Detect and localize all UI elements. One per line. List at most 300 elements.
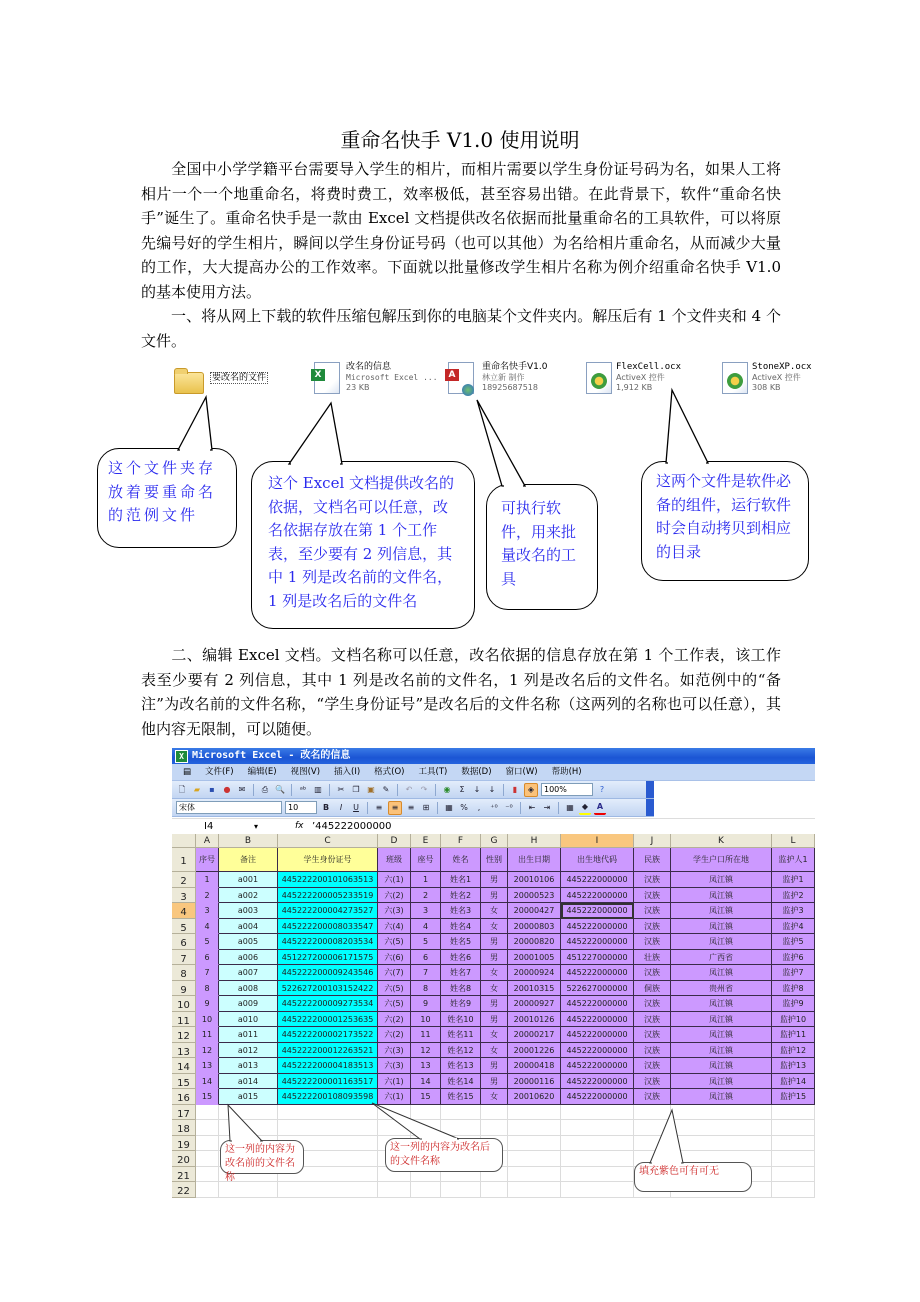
row-header-18[interactable]: 18 [172, 1120, 196, 1136]
row-header-16[interactable]: 16 [172, 1089, 196, 1105]
data-cell[interactable]: 监护6 [772, 950, 815, 966]
header-cell[interactable]: 班级 [378, 848, 411, 872]
data-cell[interactable]: 20000427 [508, 903, 561, 919]
open-icon[interactable]: ▰ [193, 784, 201, 794]
row-header-4[interactable]: 4 [172, 903, 196, 919]
bold-button[interactable]: B [322, 802, 330, 812]
note-before-name: 这一列的内容为改名前的文件名称 [220, 1140, 304, 1174]
data-cell[interactable]: 20010620 [508, 1089, 561, 1105]
data-cell[interactable]: 14 [196, 1074, 219, 1090]
data-cell[interactable]: 姓名7 [441, 965, 481, 981]
data-cell[interactable]: 监护11 [772, 1027, 815, 1043]
comma-icon[interactable]: , [477, 802, 481, 812]
print-icon[interactable]: ⎙ [261, 784, 269, 794]
data-cell[interactable]: 监护10 [772, 1012, 815, 1028]
data-cell[interactable]: 凤江镇 [671, 872, 772, 888]
row-header-17[interactable]: 17 [172, 1105, 196, 1121]
data-cell[interactable]: 汉族 [634, 872, 671, 888]
data-cell[interactable]: 445222000000 [561, 934, 634, 950]
data-cell[interactable]: 六(4) [378, 919, 411, 935]
file-type: Microsoft Excel ... [346, 373, 438, 382]
row-header-12[interactable]: 12 [172, 1027, 196, 1043]
data-cell[interactable]: 女 [481, 1089, 508, 1105]
font-name-select[interactable]: 宋体 [176, 801, 282, 814]
font-size-select[interactable]: 10 [285, 801, 317, 814]
data-cell[interactable]: 522627000000 [561, 981, 634, 997]
menu-doc-icon[interactable]: ▤ [183, 767, 192, 777]
data-cell[interactable]: 姓名9 [441, 996, 481, 1012]
data-cell[interactable]: 男 [481, 950, 508, 966]
save-icon[interactable]: ▪ [209, 784, 215, 794]
data-cell[interactable]: 壮族 [634, 950, 671, 966]
data-cell[interactable]: 445222200008033547 [278, 919, 378, 935]
data-cell[interactable]: a009 [219, 996, 278, 1012]
data-cell[interactable]: 7 [411, 965, 441, 981]
data-cell[interactable]: 20000116 [508, 1074, 561, 1090]
data-cell[interactable]: 1 [196, 872, 219, 888]
research-icon[interactable]: ▥ [314, 784, 322, 794]
data-cell[interactable]: 汉族 [634, 888, 671, 904]
data-cell[interactable]: 20000418 [508, 1058, 561, 1074]
borders-icon[interactable]: ▦ [566, 802, 574, 812]
data-cell[interactable]: 445222000000 [561, 1043, 634, 1059]
data-cell[interactable]: 12 [411, 1043, 441, 1059]
data-cell[interactable]: a002 [219, 888, 278, 904]
data-cell[interactable]: 姓名4 [441, 919, 481, 935]
menu-insert[interactable]: 插入(I) [334, 767, 361, 777]
data-cell[interactable]: 男 [481, 1012, 508, 1028]
data-cell[interactable]: 445222200012263521 [278, 1043, 378, 1059]
header-cell[interactable]: 姓名 [441, 848, 481, 872]
row-header-5[interactable]: 5 [172, 919, 196, 935]
doc-title: 重命名快手 V1.0 使用说明 [340, 128, 580, 152]
data-cell[interactable]: 20000927 [508, 996, 561, 1012]
column-header-i[interactable]: I [561, 834, 634, 848]
drawing-icon[interactable]: ◈ [524, 783, 538, 797]
column-header-c[interactable]: C [278, 834, 378, 848]
undo-icon[interactable]: ↶ [405, 784, 413, 794]
name-box[interactable]: I4 [204, 821, 214, 832]
data-cell[interactable]: 汉族 [634, 965, 671, 981]
data-cell[interactable]: a010 [219, 1012, 278, 1028]
data-cell[interactable]: 男 [481, 1058, 508, 1074]
header-cell[interactable]: 出生地代码 [561, 848, 634, 872]
data-cell[interactable]: 4 [196, 919, 219, 935]
data-cell[interactable]: 姓名12 [441, 1043, 481, 1059]
data-cell[interactable]: 6 [196, 950, 219, 966]
menu-view[interactable]: 视图(V) [290, 767, 321, 777]
zoom-select[interactable]: 100% [541, 783, 593, 796]
formula-input[interactable]: ’445222000000 [312, 821, 392, 832]
data-cell[interactable]: 姓名6 [441, 950, 481, 966]
row-header-15[interactable]: 15 [172, 1074, 196, 1090]
data-cell[interactable]: 六(6) [378, 950, 411, 966]
data-cell[interactable]: 20010126 [508, 1012, 561, 1028]
data-cell[interactable]: 广西省 [671, 950, 772, 966]
fill-color-icon[interactable]: ◆ [579, 801, 591, 815]
header-cell[interactable]: 监护人1 [772, 848, 815, 872]
fx-icon[interactable]: fx [295, 821, 304, 831]
increase-indent-icon[interactable]: ⇥ [543, 802, 551, 812]
data-cell[interactable]: 凤江镇 [671, 1074, 772, 1090]
column-header-a[interactable]: A [196, 834, 219, 848]
data-cell[interactable]: 姓名11 [441, 1027, 481, 1043]
data-cell[interactable]: 20000523 [508, 888, 561, 904]
menu-file[interactable]: 文件(F) [205, 767, 234, 777]
data-cell[interactable]: 7 [196, 965, 219, 981]
data-cell[interactable]: 1 [411, 872, 441, 888]
data-cell[interactable]: 男 [481, 888, 508, 904]
data-cell[interactable]: a008 [219, 981, 278, 997]
data-cell[interactable]: 侗族 [634, 981, 671, 997]
data-cell[interactable]: 监护12 [772, 1043, 815, 1059]
redo-icon[interactable]: ↷ [420, 784, 428, 794]
row-header-14[interactable]: 14 [172, 1058, 196, 1074]
data-cell[interactable]: 2 [411, 888, 441, 904]
data-cell[interactable]: 姓名2 [441, 888, 481, 904]
data-cell[interactable]: 9 [196, 996, 219, 1012]
data-cell[interactable]: 六(5) [378, 934, 411, 950]
column-header-g[interactable]: G [481, 834, 508, 848]
format-painter-icon[interactable]: ✎ [382, 784, 390, 794]
data-cell[interactable]: 6 [411, 950, 441, 966]
data-cell[interactable]: 445222200005233519 [278, 888, 378, 904]
menu-edit[interactable]: 编辑(E) [247, 767, 277, 777]
data-cell[interactable]: a015 [219, 1089, 278, 1105]
data-cell[interactable]: a014 [219, 1074, 278, 1090]
data-cell[interactable]: 445222200009243546 [278, 965, 378, 981]
data-cell[interactable]: 11 [411, 1027, 441, 1043]
header-cell[interactable]: 学生身份证号 [278, 848, 378, 872]
data-cell[interactable]: a006 [219, 950, 278, 966]
data-cell[interactable]: 汉族 [634, 934, 671, 950]
step2-paragraph [141, 643, 781, 741]
cut-icon[interactable]: ✂ [337, 784, 345, 794]
row-header-9[interactable]: 9 [172, 981, 196, 997]
data-cell[interactable]: 监护1 [772, 872, 815, 888]
data-cell[interactable]: 凤江镇 [671, 996, 772, 1012]
row-header-8[interactable]: 8 [172, 965, 196, 981]
data-cell[interactable]: 姓名3 [441, 903, 481, 919]
file-size: 1,912 KB [616, 383, 653, 392]
decrease-decimal-icon[interactable]: ⁻⁰ [505, 802, 513, 812]
data-cell[interactable]: 汉族 [634, 1027, 671, 1043]
data-cell[interactable]: 男 [481, 934, 508, 950]
help-icon[interactable]: ? [599, 784, 605, 794]
row-header-10[interactable]: 10 [172, 996, 196, 1012]
data-cell[interactable]: 20001226 [508, 1043, 561, 1059]
row-header-20[interactable]: 20 [172, 1151, 196, 1167]
header-cell[interactable]: 座号 [411, 848, 441, 872]
data-cell[interactable]: 凤江镇 [671, 1089, 772, 1105]
data-cell[interactable]: 2 [196, 888, 219, 904]
align-right-icon[interactable]: ≡ [407, 802, 415, 812]
data-cell[interactable]: 男 [481, 872, 508, 888]
data-cell[interactable]: 六(1) [378, 872, 411, 888]
data-cell[interactable]: 5 [411, 934, 441, 950]
data-cell[interactable]: a013 [219, 1058, 278, 1074]
file-size: 308 KB [752, 383, 781, 392]
data-cell[interactable]: 六(2) [378, 1012, 411, 1028]
data-cell[interactable]: 445222000000 [561, 1027, 634, 1043]
paste-icon[interactable]: ▣ [367, 784, 375, 794]
data-cell[interactable]: 监护2 [772, 888, 815, 904]
menu-window[interactable]: 窗口(W) [505, 767, 538, 777]
data-cell[interactable]: 姓名5 [441, 934, 481, 950]
data-cell[interactable]: 12 [196, 1043, 219, 1059]
data-cell[interactable]: 445222000000 [561, 872, 634, 888]
data-cell[interactable]: 凤江镇 [671, 965, 772, 981]
data-cell[interactable]: 445222000000 [561, 1012, 634, 1028]
data-cell[interactable]: 女 [481, 981, 508, 997]
data-cell[interactable]: 20000803 [508, 919, 561, 935]
column-header-d[interactable]: D [378, 834, 411, 848]
data-cell[interactable]: 六(5) [378, 996, 411, 1012]
data-cell[interactable]: 5 [196, 934, 219, 950]
data-cell[interactable]: 监护8 [772, 981, 815, 997]
data-cell[interactable]: 六(7) [378, 965, 411, 981]
data-cell[interactable]: 六(5) [378, 981, 411, 997]
italic-button[interactable]: I [339, 802, 343, 812]
data-cell[interactable]: 445222200108093598 [278, 1089, 378, 1105]
data-cell[interactable]: 监护3 [772, 903, 815, 919]
data-cell[interactable]: 20010106 [508, 872, 561, 888]
data-cell[interactable]: 11 [196, 1027, 219, 1043]
sort-asc-icon[interactable]: ↓ [473, 784, 481, 794]
data-cell[interactable]: 445222200001163517 [278, 1074, 378, 1090]
data-cell[interactable]: 姓名1 [441, 872, 481, 888]
data-cell[interactable]: 445222000000 [561, 1074, 634, 1090]
active-cell[interactable]: 445222000000 [561, 903, 634, 919]
data-cell[interactable]: 凤江镇 [671, 1027, 772, 1043]
data-cell[interactable]: 8 [411, 981, 441, 997]
data-cell[interactable]: 445222000000 [561, 888, 634, 904]
data-cell[interactable]: 六(1) [378, 1089, 411, 1105]
email-icon[interactable]: ✉ [238, 784, 246, 794]
percent-icon[interactable]: % [460, 802, 468, 812]
column-header-b[interactable]: B [219, 834, 278, 848]
underline-button[interactable]: U [353, 802, 359, 812]
data-cell[interactable]: 4 [411, 919, 441, 935]
data-cell[interactable]: 女 [481, 965, 508, 981]
data-cell[interactable]: 监护13 [772, 1058, 815, 1074]
file-name: FlexCell.ocx [616, 362, 682, 372]
data-cell[interactable]: 9 [411, 996, 441, 1012]
data-cell[interactable]: 凤江镇 [671, 934, 772, 950]
data-cell[interactable]: 凤江镇 [671, 919, 772, 935]
header-cell[interactable]: 备注 [219, 848, 278, 872]
data-cell[interactable]: 汉族 [634, 1012, 671, 1028]
data-cell[interactable]: 445222200001253635 [278, 1012, 378, 1028]
data-cell[interactable]: 445222000000 [561, 1089, 634, 1105]
data-cell[interactable]: a001 [219, 872, 278, 888]
data-cell[interactable]: 汉族 [634, 996, 671, 1012]
data-cell[interactable]: 15 [411, 1089, 441, 1105]
header-cell[interactable]: 学生户口所在地 [671, 848, 772, 872]
data-cell[interactable]: 汉族 [634, 903, 671, 919]
data-cell[interactable]: 女 [481, 903, 508, 919]
data-cell[interactable]: 凤江镇 [671, 888, 772, 904]
file-type: ActiveX 控件 [752, 373, 801, 382]
data-cell[interactable]: 445222000000 [561, 1058, 634, 1074]
data-cell[interactable]: 汉族 [634, 1089, 671, 1105]
data-cell[interactable]: 监护4 [772, 919, 815, 935]
copy-icon[interactable]: ❐ [352, 784, 360, 794]
menu-data[interactable]: 数据(D) [461, 767, 492, 777]
data-cell[interactable]: 六(1) [378, 1074, 411, 1090]
data-cell[interactable]: 13 [196, 1058, 219, 1074]
hyperlink-icon[interactable]: ◉ [443, 784, 451, 794]
data-cell[interactable]: a003 [219, 903, 278, 919]
spelling-icon[interactable]: ᵃᵇ [299, 784, 307, 794]
column-header-h[interactable]: H [508, 834, 561, 848]
data-cell[interactable]: 445222000000 [561, 965, 634, 981]
file-name: 要改名的文件 [212, 373, 267, 383]
column-header-k[interactable]: K [671, 834, 772, 848]
header-cell[interactable]: 序号 [196, 848, 219, 872]
data-cell[interactable]: a004 [219, 919, 278, 935]
data-cell[interactable]: a012 [219, 1043, 278, 1059]
data-cell[interactable]: 20000217 [508, 1027, 561, 1043]
data-cell[interactable]: 六(3) [378, 1043, 411, 1059]
data-cell[interactable]: 451227000000 [561, 950, 634, 966]
data-cell[interactable]: 六(3) [378, 1058, 411, 1074]
row-header-19[interactable]: 19 [172, 1136, 196, 1152]
header-cell[interactable]: 出生日期 [508, 848, 561, 872]
data-cell[interactable]: 姓名10 [441, 1012, 481, 1028]
data-cell[interactable]: 15 [196, 1089, 219, 1105]
callout-app: 可执行软件，用来批量改名的工具 [486, 484, 598, 610]
data-cell[interactable]: 20000820 [508, 934, 561, 950]
data-cell[interactable]: 监护14 [772, 1074, 815, 1090]
autosum-icon[interactable]: Σ [459, 784, 465, 794]
header-cell[interactable]: 民族 [634, 848, 671, 872]
data-cell[interactable]: 3 [411, 903, 441, 919]
print-preview-icon[interactable]: 🔍 [275, 784, 285, 794]
data-cell[interactable]: 凤江镇 [671, 1012, 772, 1028]
data-cell[interactable]: 女 [481, 919, 508, 935]
increase-decimal-icon[interactable]: ⁺⁰ [490, 802, 498, 812]
callout-excel: 这个 Excel 文档提供改名的依据，文档名可以任意，改名依据存放在第 1 个工作表，至少要有 2 列信息，其中 1 列是改名前的文件名，1 列是改名后的文件名 [251, 461, 475, 629]
data-cell[interactable]: a007 [219, 965, 278, 981]
row-header-6[interactable]: 6 [172, 934, 196, 950]
data-cell[interactable]: 六(3) [378, 903, 411, 919]
callout-components: 这两个文件是软件必备的组件，运行软件时会自动拷贝到相应的目录 [641, 461, 809, 581]
data-cell[interactable]: 凤江镇 [671, 1058, 772, 1074]
data-cell[interactable]: 汉族 [634, 1074, 671, 1090]
file-name: 改名的信息 [346, 362, 392, 372]
data-cell[interactable]: 监护5 [772, 934, 815, 950]
intro-text: 全国中小学学籍平台需要导入学生的相片，而相片需要以学生身份证号码为名，如果人工将相片一个一个地重命名，将费时费工，效率极低，甚至容易出错。在此背景下，软件“重命名快手”诞生了。重命名快手是一款由 Excel 文档提供改名依据而批量重命名的工具软件，可以将原先编号好的学生相片，瞬间以学生身份证号码（也可以其他）为名给相片重命名，从而减少大量的工作，大大提高办公的工作效率。下面就以批量修改学生相片名称为例介绍重命名快手 V1.0 的基本使用方法。 [141, 160, 781, 301]
data-cell[interactable]: 10 [196, 1012, 219, 1028]
data-cell[interactable]: 凤江镇 [671, 1043, 772, 1059]
font-color-icon[interactable]: A [594, 801, 606, 815]
column-header-l[interactable]: L [772, 834, 815, 848]
data-cell[interactable]: 男 [481, 996, 508, 1012]
data-cell[interactable]: 姓名14 [441, 1074, 481, 1090]
data-cell[interactable]: a011 [219, 1027, 278, 1043]
data-cell[interactable]: 监护7 [772, 965, 815, 981]
column-header-e[interactable]: E [411, 834, 441, 848]
menu-help[interactable]: 帮助(H) [551, 767, 582, 777]
data-cell[interactable]: 20000924 [508, 965, 561, 981]
data-cell[interactable]: 445222200008203534 [278, 934, 378, 950]
data-cell[interactable]: 14 [411, 1074, 441, 1090]
data-cell[interactable]: 女 [481, 1043, 508, 1059]
row-header-3[interactable]: 3 [172, 888, 196, 904]
data-cell[interactable]: 13 [411, 1058, 441, 1074]
data-cell[interactable]: 汉族 [634, 919, 671, 935]
row-header-22[interactable]: 22 [172, 1182, 196, 1198]
new-icon[interactable]: 🗋 [178, 784, 186, 794]
data-cell[interactable]: 姓名8 [441, 981, 481, 997]
data-cell[interactable]: 8 [196, 981, 219, 997]
data-cell[interactable]: 522627200103152422 [278, 981, 378, 997]
data-cell[interactable]: 凤江镇 [671, 903, 772, 919]
data-cell[interactable]: 20010315 [508, 981, 561, 997]
align-left-icon[interactable]: ≡ [375, 802, 383, 812]
data-cell[interactable]: 汉族 [634, 1043, 671, 1059]
permission-icon[interactable]: ● [223, 784, 231, 794]
data-cell[interactable]: a005 [219, 934, 278, 950]
data-cell[interactable]: 445222200004273527 [278, 903, 378, 919]
merge-center-icon[interactable]: ⊞ [422, 802, 430, 812]
data-cell[interactable]: 3 [196, 903, 219, 919]
align-center-icon[interactable]: ≡ [388, 801, 402, 815]
menu-format[interactable]: 格式(O) [374, 767, 405, 777]
data-cell[interactable]: 监护9 [772, 996, 815, 1012]
sort-desc-icon[interactable]: ↓ [488, 784, 496, 794]
data-cell[interactable]: 445222000000 [561, 996, 634, 1012]
name-box-dropdown-icon[interactable]: ▾ [254, 822, 259, 831]
data-cell[interactable]: 445222200101063513 [278, 872, 378, 888]
data-cell[interactable]: 445222200004183513 [278, 1058, 378, 1074]
row-header-13[interactable]: 13 [172, 1043, 196, 1059]
decrease-indent-icon[interactable]: ⇤ [528, 802, 536, 812]
data-cell[interactable]: 姓名13 [441, 1058, 481, 1074]
data-cell[interactable]: 445222200002173522 [278, 1027, 378, 1043]
data-cell[interactable]: 六(2) [378, 888, 411, 904]
row-header-1[interactable]: 1 [172, 848, 196, 872]
column-header-f[interactable]: F [441, 834, 481, 848]
chart-wizard-icon[interactable]: ▮ [512, 784, 518, 794]
data-cell[interactable]: 10 [411, 1012, 441, 1028]
window-title: Microsoft Excel - 改名的信息 [192, 750, 351, 761]
row-header-7[interactable]: 7 [172, 950, 196, 966]
data-cell[interactable]: 监护15 [772, 1089, 815, 1105]
data-cell[interactable]: 男 [481, 1074, 508, 1090]
currency-icon[interactable]: ▦ [445, 802, 453, 812]
row-header-11[interactable]: 11 [172, 1012, 196, 1028]
header-cell[interactable]: 性别 [481, 848, 508, 872]
data-cell[interactable]: 姓名15 [441, 1089, 481, 1105]
step2-text: 二、编辑 Excel 文档。文档名称可以任意，改名依据的信息存放在第 1 个工作表，该工作表至少要有 2 列信息，其中 1 列是改名前的文件名，1 列是改名后的文件名。如范例中的“备注”为改名前的文件名称，“学生身份证号”是改名后的文件名称（这两列的名称也可以任意），其他内容无限制，可以随便。 [141, 646, 781, 738]
file-size: 23 KB [346, 383, 370, 392]
row-header-21[interactable]: 21 [172, 1167, 196, 1183]
data-cell[interactable]: 20001005 [508, 950, 561, 966]
data-cell[interactable]: 六(2) [378, 1027, 411, 1043]
data-cell[interactable]: 445222200009273534 [278, 996, 378, 1012]
data-cell[interactable]: 451227200006171575 [278, 950, 378, 966]
menu-tools[interactable]: 工具(T) [418, 767, 448, 777]
note-pointers [172, 748, 815, 1186]
data-cell[interactable]: 445222000000 [561, 919, 634, 935]
row-header-2[interactable]: 2 [172, 872, 196, 888]
column-header-j[interactable]: J [634, 834, 671, 848]
data-cell[interactable]: 贵州省 [671, 981, 772, 997]
data-cell[interactable]: 女 [481, 1027, 508, 1043]
data-cell[interactable]: 汉族 [634, 1058, 671, 1074]
